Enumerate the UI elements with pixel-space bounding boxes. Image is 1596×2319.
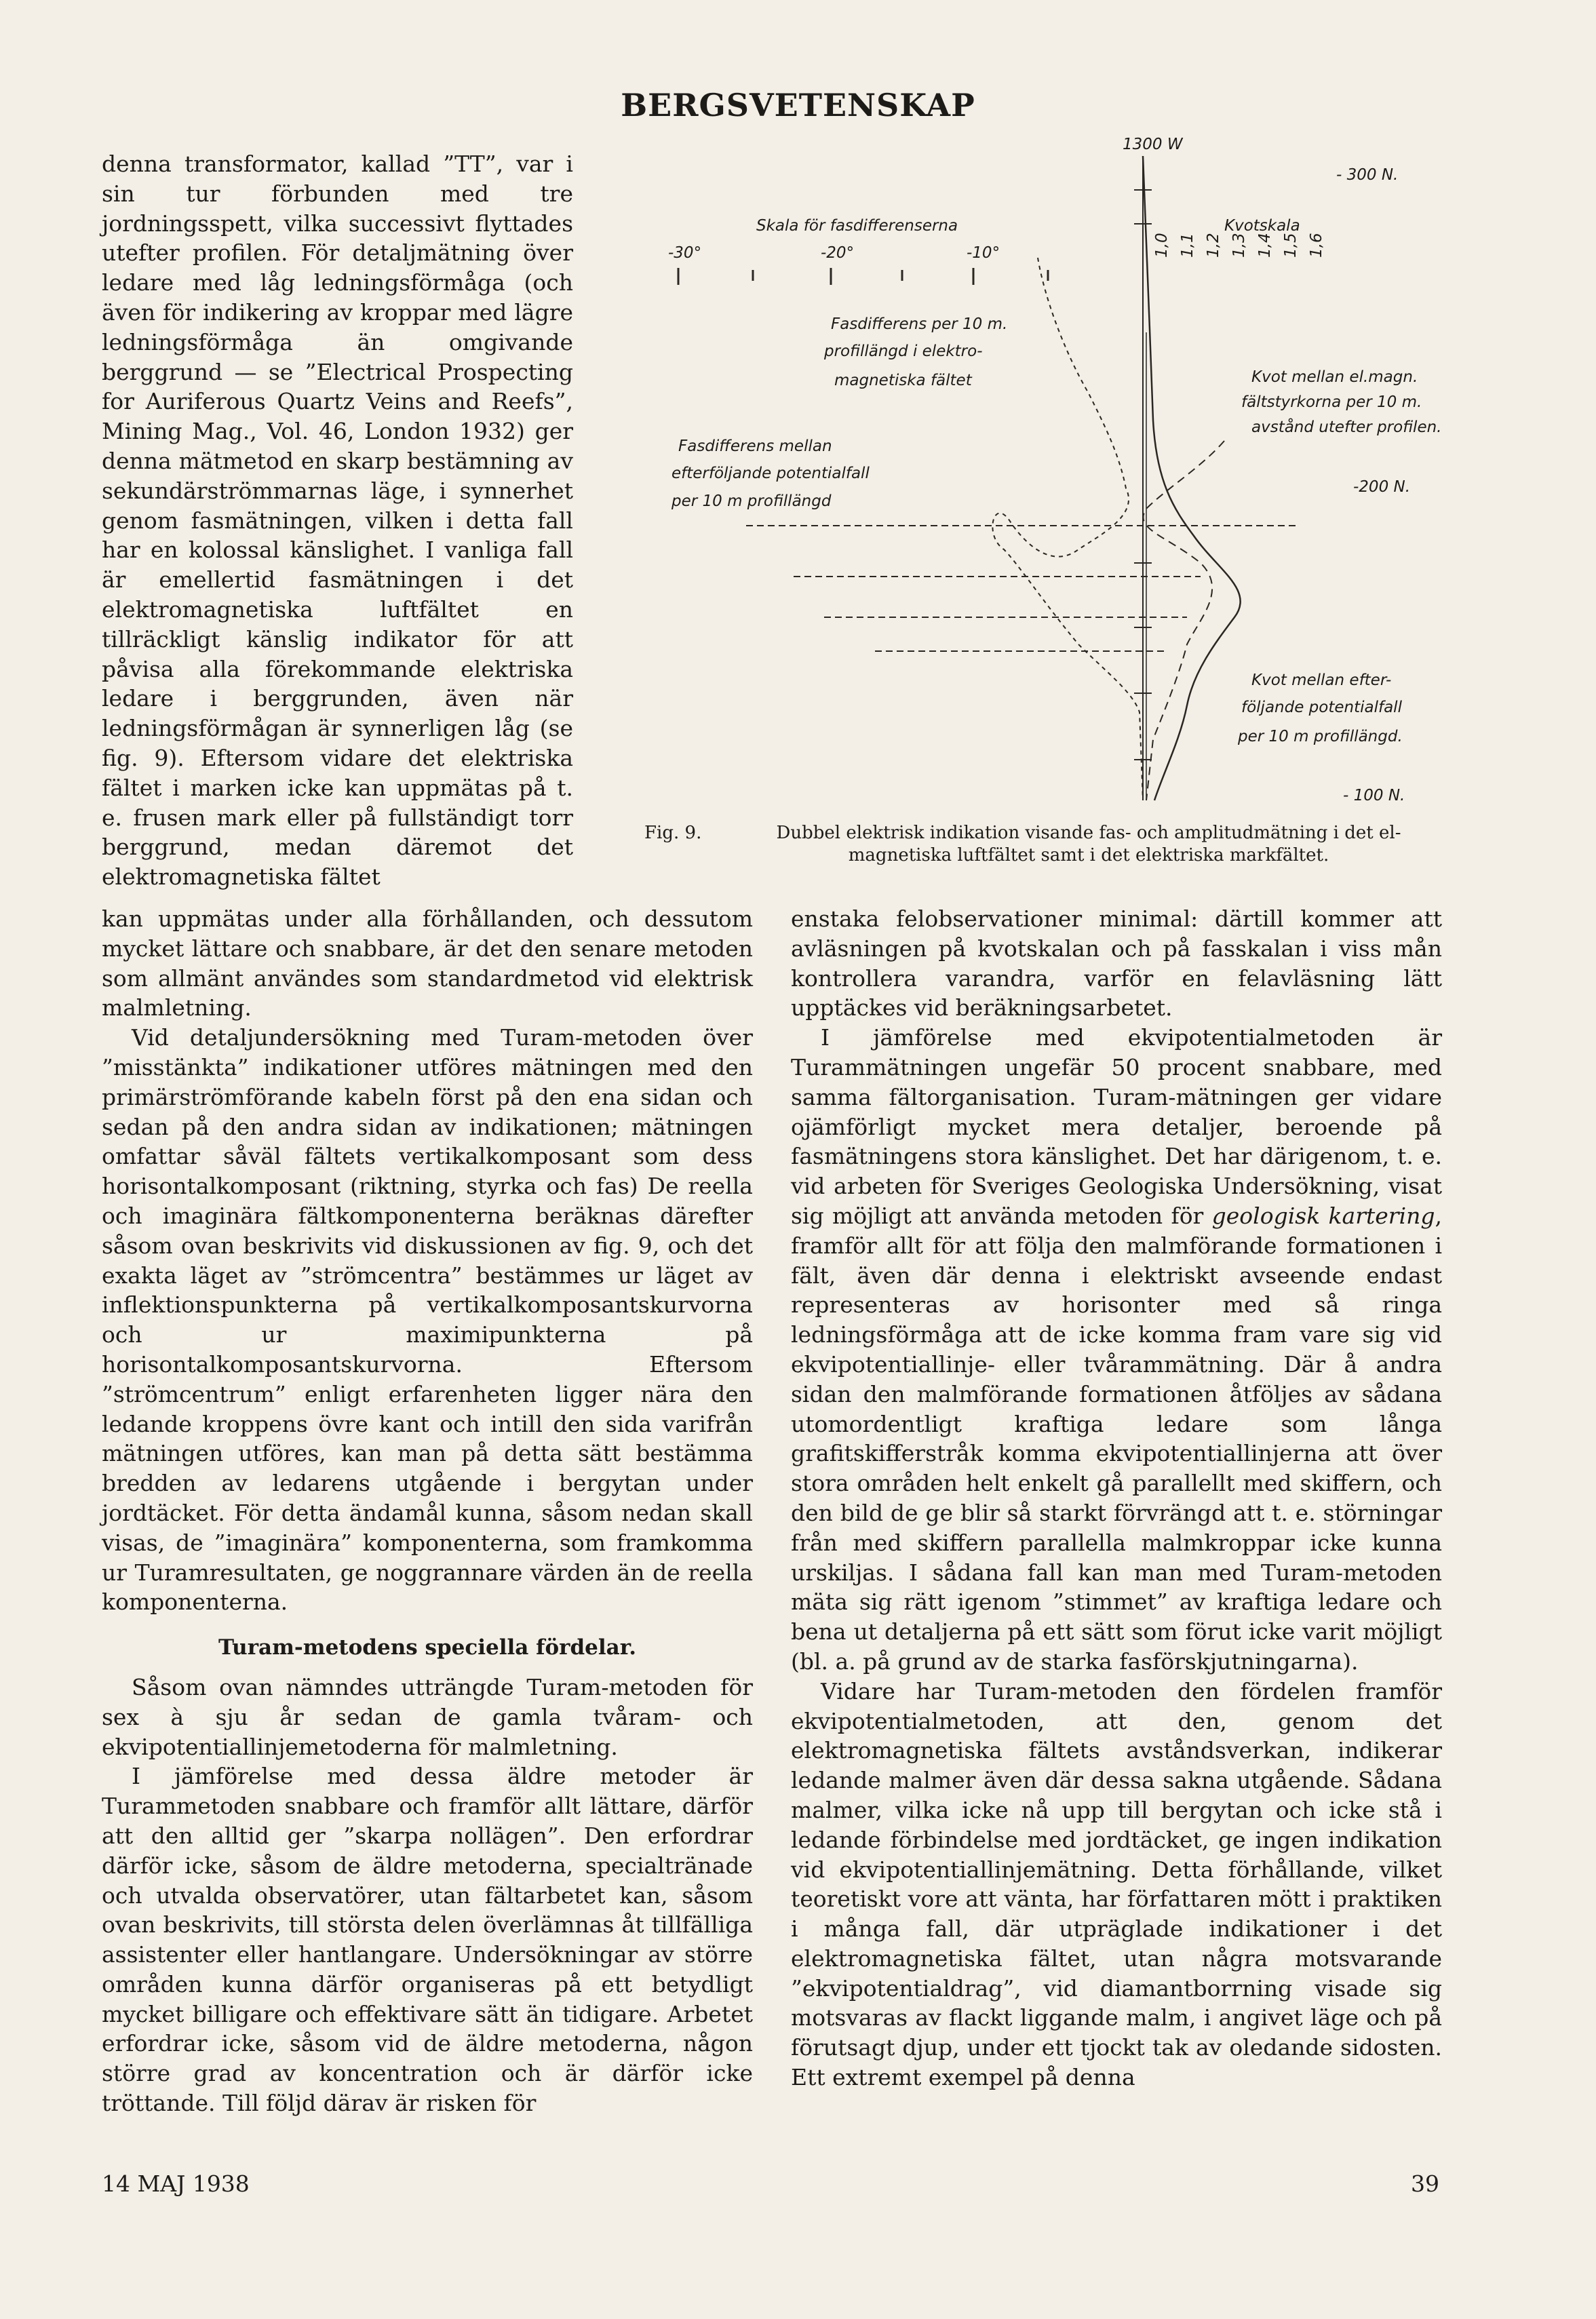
label-100n: - 100 N. <box>1343 787 1405 804</box>
caption-label: Fig. 9. <box>644 823 702 843</box>
kvot-tick: 1,4 <box>1256 233 1274 258</box>
tick-label: -10° <box>967 244 1000 262</box>
paragraph-part: I jämförelse med ekvipotentialmetoden är Turammätningen ungefär 50 procent snabbare, med samma fältorganisation. Turam-mätningen ger vidare ojämförligt mycket mera detaljer, beroende på fasmätningens stora känslighet. Det har därigenom, t. e. vid arbeten för Sveriges Geologiska Undersökning, visat sig möjligt att använda metoden för <box>791 1024 1442 1229</box>
paragraph <box>791 1023 1442 1677</box>
figure-9 <box>604 129 1458 814</box>
left-column-bottom <box>102 904 753 2118</box>
note-ratio-mag-line: fältstyrkorna per 10 m. <box>1241 393 1422 411</box>
footer-date: 14 MAJ 1938 <box>102 2170 250 2197</box>
note-phase-pot-line: per 10 m profillängd <box>672 492 832 510</box>
paragraph: Såsom ovan nämndes utträngde Turam-metoden för sex à sju år sedan de gamla tvåram- och ekvipotentiallinjemetoderna för malmletning. <box>102 1673 753 1760</box>
figure-caption <box>644 822 1445 867</box>
note-ratio-pot-line: följande potentialfall <box>1241 699 1402 716</box>
label-200n: -200 N. <box>1353 478 1411 496</box>
note-ratio-pot-line: Kvot mellan efter- <box>1251 671 1392 689</box>
note-ratio-mag-line: avstånd utefter profilen. <box>1251 418 1442 436</box>
label-300n: - 300 N. <box>1336 166 1399 184</box>
scale-title: Skala för fasdifferenserna <box>756 217 958 235</box>
running-header: BERGSVETENSKAP <box>621 87 975 123</box>
label-1300w: 1300 W <box>1123 136 1183 153</box>
note-phase-pot-line: efterföljande potentialfall <box>672 465 870 482</box>
paragraph: kan uppmätas under alla förhållanden, och dessutom mycket lättare och snabbare, är det den senare metoden som allmänt användes som standardmetod vid elektrisk malmletning. <box>102 905 753 1021</box>
kvot-tick: 1,6 <box>1308 233 1325 258</box>
kvot-tick: 1,0 <box>1153 233 1171 258</box>
kvot-tick: 1,1 <box>1179 233 1196 258</box>
paragraph-part: , framför allt för att följa den malmförande formationen i fält, även där denna i elektriskt avseende endast representeras av horisonter med så ringa ledningsförmåga att de icke komma fram vare sig vid ekvipotentiallinje- eller tvårammätning. Där å andra sidan den malmförande formationen åtföljes av sådana utomordentligt kraftiga ledare som långa grafitskifferstråk komma ekvipotentiallinjerna att över stora områden helt enkelt gå parallellt med skiffern, och den bild de ge blir så starkt förvrängd att t. e. störningar från med skiffern parallella malmkroppar icke kunna urskiljas. I sådana fall kan man med Turam-metoden mäta sig rätt igenom ”stimmet” av kraftiga ledare och bena ut detaljerna på ett sätt som förut icke varit möjligt (bl. a. på grund av de starka fasförskjutningarna). <box>791 1202 1442 1675</box>
kvot-scale-title: Kvotskala <box>1224 217 1300 235</box>
left-column-top <box>102 149 573 892</box>
note-phase-line: profillängd i elektro- <box>824 343 983 360</box>
paragraph: Vid detaljundersökning med Turam-metoden över ”misstänkta” indikationer utföres mätningen med den primärströmförande kabeln först på den ena sidan och sedan på den andra sidan av indikationen; mätningen omfattar såväl fältets vertikalkomposant som dess horisontalkomposant (riktning, styrka och fas) De reella och imaginära fältkomponenterna beräknas därefter såsom ovan beskrivits vid diskussionen av fig. 9, och det exakta läget av ”strömcentra” bestämmes ur läget av inflektionspunkterna på vertikalkomposantskurvorna och ur maximipunkterna på horisontalkomposantskurvorna. Eftersom ”strömcentrum” enligt erfarenheten ligger nära den ledande kroppens övre kant och intill den sida varifrån mätningen utföres, kan man på detta sätt bestämma bredden av ledarens utgående i bergytan under jordtäcket. För detta ändamål kunna, såsom nedan skall visas, de ”imaginära” komponenterna, som framkomma ur Turamresultaten, ge noggrannare värden än de reella komponenterna. <box>102 1024 753 1616</box>
caption-text: Dubbel elektrisk indikation visande fas- och amplitudmätning i det el-magnetiska luftfältet samt i det elektriska markfältet. <box>776 823 1401 865</box>
kvot-tick: 1,2 <box>1205 233 1222 258</box>
kvot-tick: 1,5 <box>1282 233 1300 258</box>
note-phase-line: Fasdifferens per 10 m. <box>831 315 1008 333</box>
note-phase-pot-line: Fasdifferens mellan <box>678 437 832 455</box>
figure-9-diagram <box>604 129 1458 814</box>
note-ratio-mag-line: Kvot mellan el.magn. <box>1251 368 1418 386</box>
page-number: 39 <box>1411 2170 1439 2197</box>
kvot-tick: 1,3 <box>1230 233 1248 258</box>
tick-label: -20° <box>821 244 855 262</box>
paragraph: enstaka felobservationer minimal: därtill kommer att avläsningen på kvotskalan och på fasskalan i viss mån kontrollera varandra, varför en felavläsning lätt upptäckes vid beräkningsarbetet. <box>791 905 1442 1021</box>
note-ratio-pot-line: per 10 m profillängd. <box>1238 728 1403 745</box>
right-column <box>791 904 1442 2092</box>
section-heading: Turam-metodens speciella fördelar. <box>218 1635 637 1660</box>
tick-label: -30° <box>668 244 702 262</box>
paragraph: Vidare har Turam-metoden den fördelen framför ekvipotentialmetoden, att den, genom det elektromagnetiska fältets avståndsverkan, indikerar ledande malmer även där dessa sakna utgående. Sådana malmer, vilka icke nå upp till bergytan och icke stå i ledande förbindelse med jordtäcket, ge ingen indikation vid ekvipotentiallinjemätning. Detta förhållande, vilket teoretiskt vore att vänta, har författaren mött i praktiken i många fall, där utpräglade indikationer i det elektromagnetiska fältet, utan några motsvarande ”ekvipotentialdrag”, vid diamantborrning visade sig motsvaras av flackt liggande malm, i angivet läge och på förutsagt djup, under ett tjockt tak av oledande sidosten. Ett extremt exempel på denna <box>791 1677 1442 2091</box>
emphasis: geologisk kartering <box>1211 1202 1435 1229</box>
paragraph: I jämförelse med dessa äldre metoder är Turammetoden snabbare och framför allt lättare, därför att den alltid ger ”skarpa nollägen”. Den erfordrar därför icke, såsom de äldre metoderna, specialtränade och utvalda observatörer, utan fältarbetet kan, såsom ovan beskrivits, till största delen överlämnas åt tillfälliga assistenter eller hantlangare. Undersökningar av större områden kunna därför organiseras på ett betydligt mycket billigare och effektivare sätt än tidigare. Arbetet erfordrar icke, såsom vid de äldre metoderna, någon större grad av koncentration och är därför icke tröttande. Till följd därav är risken för <box>102 1763 753 2117</box>
paragraph: denna transformator, kallad ”TT”, var i sin tur förbunden med tre jordningsspett, vilka successivt flyttades utefter profilen. För detaljmätning över ledare med låg ledningsförmåga (och även för indikering av kroppar med lägre ledningsförmåga än omgivande berggrund — se ”Electrical Prospecting for Auriferous Quartz Veins and Reefs”, Mining Mag., Vol. 46, London 1932) ger denna mätmetod en skarp bestämning av sekundärströmmarnas läge, i synnerhet genom fasmätningen, vilken i detta fall har en kolossal känslighet. I vanliga fall är emellertid fasmätningen i det elektromagnetiska luftfältet en tillräckligt känslig indikator för att påvisa alla förekommande elektriska ledare i berggrunden, även när ledningsförmågan är synnerligen låg (se fig. 9). Eftersom vidare det elektriska fältet i marken icke kan uppmätas på t. e. frusen mark eller på fullständigt torr berggrund, medan däremot det elektromagnetiska fältet <box>102 151 573 891</box>
note-phase-line: magnetiska fältet <box>834 372 972 389</box>
